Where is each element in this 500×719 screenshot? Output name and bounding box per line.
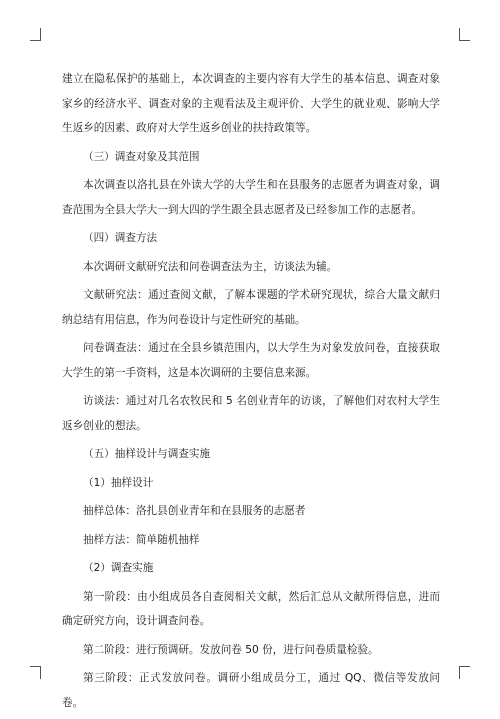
paragraph: 第一阶段：由小组成员各自查阅相关文献，然后汇总从文献所得信息，进而确定研究方向，设计调查问卷。	[62, 590, 440, 627]
paragraph: 文献研究法：通过查阅文献，了解本课题的学术研究现状，综合大量文献归纳总结有用信息，作为问卷设计与定性研究的基础。	[62, 289, 440, 326]
paragraph: 问卷调查法：通过在全县乡镇范围内，以大学生为对象发放问卷，直接获取大学生的第一手资料，这是本次调研的主要信息来源。	[62, 342, 440, 379]
paragraph: 本次调研文献研究法和问卷调查法为主，访谈法为辅。	[83, 260, 338, 273]
paragraph: 本次调查以洛扎县在外读大学的大学生和在县服务的志愿者为调查对象，调查范围为全县大学大一到大四的学生跟全县志愿者及已经参加工作的志愿者。	[62, 179, 440, 216]
crop-mark-bottom-right	[459, 666, 470, 679]
paragraph: 抽样总体：洛扎县创业青年和在县服务的志愿者	[83, 505, 306, 517]
paragraph: 访谈法：通过对几名农牧民和 5 名创业青年的访谈，了解他们对农村大学生返乡创业的想法。	[62, 395, 440, 432]
paragraph: 抽样方法：简单随机抽样	[83, 533, 200, 546]
paragraph: 第三阶段：正式发放问卷。调研小组成员分工，通过 QQ、微信等发放问卷。	[62, 672, 440, 709]
crop-mark-top-left	[30, 28, 41, 41]
subsection-heading: （2）调查实施	[83, 562, 154, 574]
subsection-heading: （1）抽样设计	[83, 476, 154, 489]
paragraph: 建立在隐私保护的基础上，本次调查的主要内容有大学生的基本信息、调查对象家乡的经济水平、调查对象的主观看法及主观评价、大学生的就业观、影响大学生返乡的因素、政府对大学生返乡创业的扶持政策等。	[62, 73, 440, 134]
document-body	[62, 67, 440, 719]
section-heading: （四）调查方法	[83, 232, 158, 244]
crop-mark-top-right	[459, 28, 470, 41]
paragraph: 第二阶段：进行预调研。发放问卷 50 份，进行问卷质量检验。	[83, 643, 379, 656]
section-heading: （三）调查对象及其范围	[83, 150, 200, 163]
section-heading: （五）抽样设计与调查实施	[83, 448, 211, 460]
crop-mark-bottom-left	[30, 666, 41, 679]
